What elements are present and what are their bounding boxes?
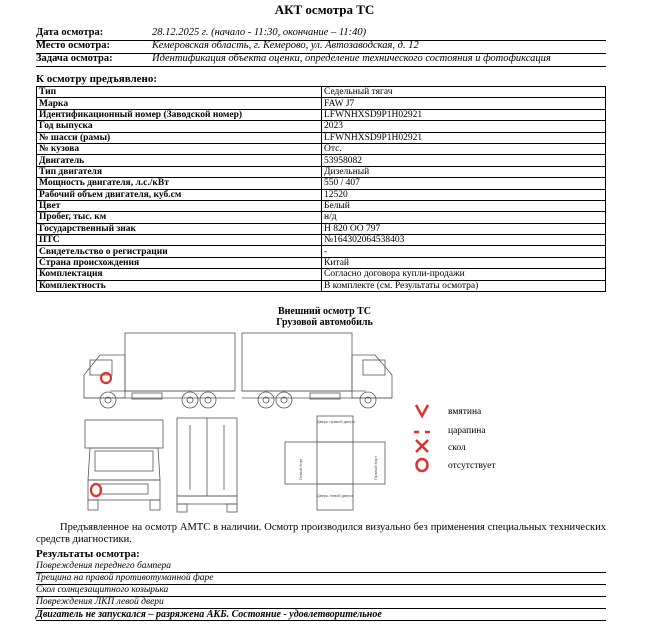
task-row [36, 53, 606, 67]
truck-left-side-view [84, 333, 235, 408]
presented-heading: К осмотру предъявлено: [36, 73, 158, 85]
spec-value: н/д [322, 212, 606, 223]
spec-key: Государственный знак [37, 223, 322, 234]
spec-value: Дизельный [322, 166, 606, 177]
spec-value: - [322, 246, 606, 257]
vehicle-spec-table [36, 86, 606, 292]
inspection-title: Внешний осмотр ТС [277, 306, 372, 317]
spec-key: Комплектность [37, 280, 322, 291]
date-value: 28.12.2025 г. (начало - 11:30, окончание – 11:40) [152, 27, 367, 38]
spec-key: № шасси (рамы) [37, 132, 322, 143]
spec-key: Тип [37, 87, 322, 98]
spec-key: Страна происхождения [37, 257, 322, 268]
spec-row [37, 246, 606, 257]
spec-value: Н 820 ОО 797 [322, 223, 606, 234]
spec-row [37, 223, 606, 234]
spec-row [37, 280, 606, 291]
spec-row [37, 109, 606, 120]
spec-value: 550 / 407 [322, 178, 606, 189]
legend-scratch: царапина [448, 426, 486, 436]
spec-row [37, 212, 606, 223]
truck-right-side-view [242, 333, 392, 408]
result-line: Повреждения ЛКП левой двери [36, 597, 606, 609]
task-label: Задача осмотра: [36, 53, 113, 64]
spec-value: Седельный тягач [322, 87, 606, 98]
dent-symbol [416, 405, 428, 416]
spec-key: Рабочий объем двигателя, куб.см [37, 189, 322, 200]
spec-row [37, 98, 606, 109]
spec-value: 2023 [322, 121, 606, 132]
spec-key: Двигатель [37, 155, 322, 166]
spec-row [37, 200, 606, 211]
date-row [36, 27, 606, 41]
rear-door-label: Дверь левой двери [317, 493, 353, 498]
spec-value: Отс. [322, 143, 606, 154]
spec-key: Марка [37, 98, 322, 109]
task-value: Идентификация объекта оценки, определение технического состояния и фотофиксация [152, 53, 551, 64]
document-title: АКТ осмотра ТС [274, 2, 375, 17]
truck-diagram [70, 330, 400, 515]
chip-symbol [416, 440, 428, 452]
spec-row [37, 269, 606, 280]
legend-chip: скол [448, 443, 466, 453]
place-value: Кемеровская область, г. Кемерово, ул. Автозаводская, д. 12 [152, 40, 419, 51]
spec-key: Год выпуска [37, 121, 322, 132]
spec-key: ПТС [37, 235, 322, 246]
spec-row [37, 166, 606, 177]
spec-row [37, 87, 606, 98]
missing-symbol [417, 459, 428, 471]
results-heading: Результаты осмотра: [36, 548, 140, 560]
spec-row [37, 189, 606, 200]
spec-row [37, 257, 606, 268]
spec-key: № кузова [37, 143, 322, 154]
spec-key: Идентификационный номер (Заводской номер) [37, 109, 322, 120]
spec-value: Китай [322, 257, 606, 268]
spec-row [37, 132, 606, 143]
legend-dent: вмятина [448, 407, 482, 417]
spec-key: Пробег, тыс. км [37, 212, 322, 223]
final-result-line: Двигатель не запускался – разряжена АКБ. Состояние - удовлетворительное [36, 609, 606, 621]
spec-value: 53958082 [322, 155, 606, 166]
right-side-label: Правый борт [373, 455, 378, 480]
damage-mark-front-bumper [91, 484, 101, 496]
spec-key: Мощность двигателя, л.с./кВт [37, 178, 322, 189]
damage-mark-left-door [101, 373, 111, 383]
legend-symbols [412, 402, 434, 477]
result-line: Повреждения переднего бампера [36, 561, 606, 573]
spec-row [37, 235, 606, 246]
spec-row [37, 155, 606, 166]
spec-value: FAW J7 [322, 98, 606, 109]
spec-row [37, 178, 606, 189]
right-door-label: Дверь правой двери [317, 419, 355, 424]
spec-row [37, 121, 606, 132]
spec-value: LFWNHXSD9P1H02921 [322, 132, 606, 143]
spec-value: Согласно договора купли-продажи [322, 269, 606, 280]
legend-missing: отсутствует [448, 461, 496, 471]
result-line: Скол солнцезащитного козырька [36, 585, 606, 597]
spec-value: Белый [322, 200, 606, 211]
spec-key: Тип двигателя [37, 166, 322, 177]
result-line: Трещина на правой противотуманной фаре [36, 573, 606, 585]
spec-key: Комплектация [37, 269, 322, 280]
place-row [36, 40, 606, 54]
spec-key: Свидетельство о регистрации [37, 246, 322, 257]
truck-rear-view [177, 418, 237, 512]
spec-value: LFWNHXSD9P1H02921 [322, 109, 606, 120]
place-label: Место осмотра: [36, 40, 111, 51]
left-side-label: Левый борт [298, 458, 303, 480]
spec-value: 12520 [322, 189, 606, 200]
spec-value: №164302064538403 [322, 235, 606, 246]
inspection-subtitle: Грузовой автомобиль [276, 317, 373, 328]
spec-key: Цвет [37, 200, 322, 211]
spec-value: В комплекте (см. Результаты осмотра) [322, 280, 606, 291]
spec-row [37, 143, 606, 154]
date-label: Дата осмотра: [36, 27, 104, 38]
inspection-paragraph: Предъявленное на осмотр АМТС в наличии. Осмотр производился визуально без применения специальных технических средств диагностики. [36, 522, 606, 545]
